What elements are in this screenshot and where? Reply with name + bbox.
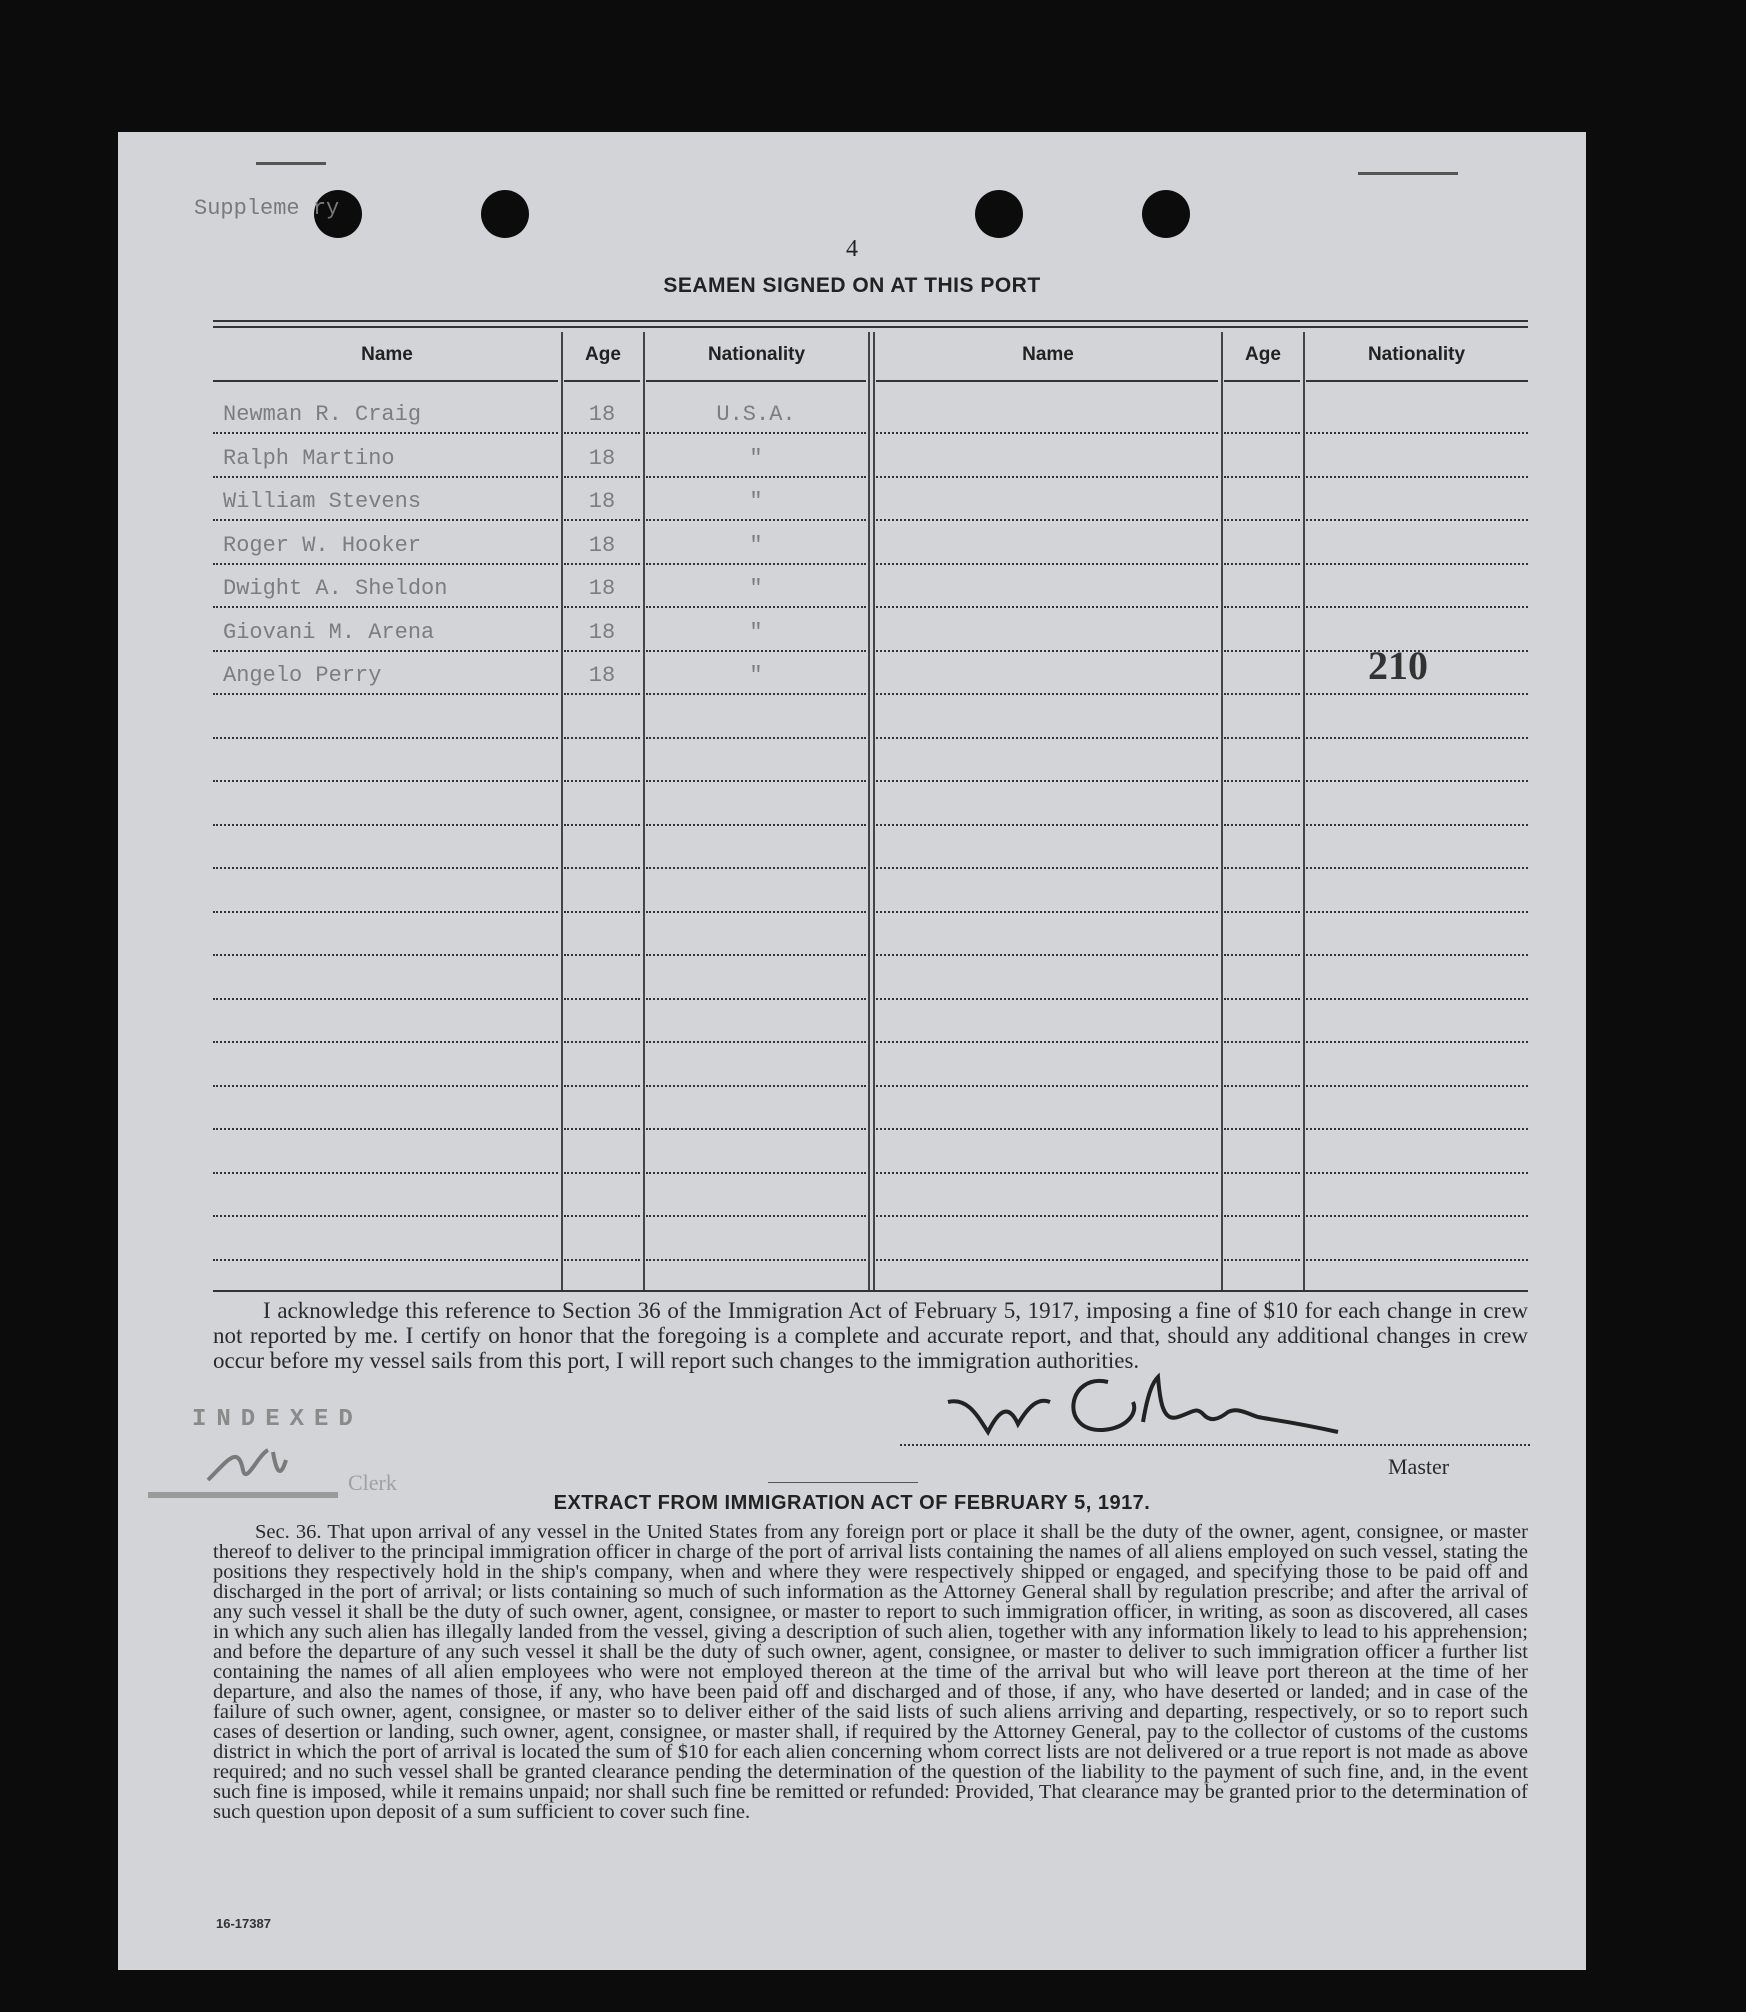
- table-row-line: [1224, 954, 1300, 956]
- table-row-line: [564, 1172, 640, 1174]
- signature-line: [900, 1444, 1530, 1446]
- table-row-line: [213, 737, 558, 739]
- table-row-line: [1224, 563, 1300, 565]
- table-row-line: [213, 1085, 558, 1087]
- table-row-line: [876, 693, 1218, 695]
- crew-name: Newman R. Craig: [223, 402, 422, 427]
- table-row-line: [1224, 1128, 1300, 1130]
- table-row-line: [213, 1128, 558, 1130]
- column-divider: [868, 332, 870, 1290]
- table-row-line: [564, 1041, 640, 1043]
- corner-mark: [1358, 172, 1458, 175]
- header-rule: [1306, 380, 1528, 382]
- table-row-line: [1306, 432, 1528, 434]
- table-row-line: [646, 693, 866, 695]
- column-header-nationality: Nationality: [707, 344, 806, 365]
- table-row-line: [564, 693, 640, 695]
- table-row-line: [1224, 824, 1300, 826]
- table-row-line: [1306, 1215, 1528, 1217]
- table-row-line: [646, 1259, 866, 1261]
- header-rule: [564, 380, 640, 382]
- crew-name: William Stevens: [223, 489, 422, 514]
- header-rule: [1224, 380, 1300, 382]
- table-row-line: [564, 954, 640, 956]
- table-row-line: [213, 780, 558, 782]
- table-row-line: [876, 998, 1218, 1000]
- table-row-line: [1306, 476, 1528, 478]
- crew-age: 18: [588, 532, 616, 558]
- crew-age: 18: [588, 489, 616, 514]
- table-row-line: [213, 650, 558, 652]
- master-signature: [938, 1362, 1358, 1452]
- header-rule: [213, 380, 558, 382]
- indexed-stamp: INDEXED: [192, 1406, 363, 1433]
- table-row-line: [646, 867, 866, 869]
- table-row-line: [213, 693, 558, 695]
- table-row-line: [876, 563, 1218, 565]
- table-row-line: [646, 650, 866, 652]
- column-divider: [873, 332, 875, 1290]
- table-row-line: [213, 1172, 558, 1174]
- table-row-line: [1306, 563, 1528, 565]
- table-row-line: [564, 432, 640, 434]
- table-row-line: [1224, 1215, 1300, 1217]
- table-row-line: [564, 476, 640, 478]
- document-title: SEAMEN SIGNED ON AT THIS PORT: [663, 274, 1041, 297]
- table-row-line: [213, 1259, 558, 1261]
- table-row-line: [213, 911, 558, 913]
- table-row-line: [876, 650, 1218, 652]
- crew-name: Ralph Martino: [223, 445, 395, 471]
- crew-age: 18: [588, 576, 616, 601]
- crew-name: Angelo Perry: [223, 663, 382, 688]
- table-row-line: [646, 476, 866, 478]
- table-row-line: [213, 519, 558, 521]
- table-row-line: [646, 606, 866, 608]
- punch-hole: [1142, 190, 1190, 238]
- table-row-line: [213, 998, 558, 1000]
- table-row-line: [564, 1215, 640, 1217]
- table-row-line: [1306, 1172, 1528, 1174]
- table-row-line: [564, 824, 640, 826]
- corner-mark: [256, 162, 326, 165]
- table-row-line: [1224, 519, 1300, 521]
- document-page: [118, 132, 1586, 1970]
- table-row-line: [1306, 911, 1528, 913]
- column-divider: [643, 332, 645, 1290]
- header-rule: [876, 380, 1218, 382]
- table-row-line: [1306, 824, 1528, 826]
- clerk-label: Clerk: [348, 1470, 397, 1495]
- column-header-name: Name: [361, 344, 413, 365]
- table-row-line: [1224, 998, 1300, 1000]
- column-header-name: Name: [1022, 344, 1074, 365]
- table-row-line: [646, 563, 866, 565]
- table-row-line: [876, 1085, 1218, 1087]
- table-row-line: [564, 867, 640, 869]
- header-rule: [646, 380, 866, 382]
- table-row-line: [1224, 650, 1300, 652]
- crew-age: 18: [588, 402, 616, 427]
- table-row-line: [1224, 693, 1300, 695]
- table-row-line: [1306, 1041, 1528, 1043]
- table-row-line: [213, 824, 558, 826]
- table-row-line: [876, 1215, 1218, 1217]
- extract-paragraph: Sec. 36. That upon arrival of any vessel in the United States from any foreign port or place it shall be the duty of the owner, agent, consignee, or master thereof to deliver to the principal immigration officer in charge of the port of arrival lists containing the names of all aliens employed on such vessel, stating the positions they respectively hold in the ship's company, when and where they were respectively shipped or engaged, and specifying those to be paid off and discharged in the port of arrival; or lists containing so much of such information as the Attorney General shall by regulation prescribe; and after the arrival of any such vessel it shall be the duty of such owner, agent, consignee, or master to report to such immigration officer, in writing, as soon as discovered, all cases in which any such alien has illegally landed from the vessel, giving a description of such alien, together with any information likely to lead to his apprehension; and before the departure of any such vessel it shall be the duty of such owner, agent, consignee, or master to deliver to such immigration officer a further list containing the names of all alien employees who were not employed thereon at the time of the arrival but who will leave port thereon at the time of her departure, and also the names of those, if any, who have been paid off and discharged and of those, if any, who have deserted or landed; and in case of the failure of such owner, agent, consignee, or master so to deliver either of the said lists of such aliens arriving and departing, respectively, or so to report such cases of desertion or landing, such owner, agent, consignee, or master shall, if required by the Attorney General, pay to the collector of customs of the customs district in which the port of arrival is located the sum of $10 for each alien concerning whom correct lists are not delivered or a true report is not made as above required; and no such vessel shall be granted clearance pending the determination of the question of the liability to the payment of such fine, and, in the event such fine is imposed, while it remains unpaid; nor shall such fine be remitted or refunded: Provided, That clearance may be granted prior to the determination of such question upon deposit of a sum sufficient to cover such fine.: [213, 1521, 1528, 1823]
- supplementary-label: Suppleme ry: [194, 196, 340, 221]
- table-row-line: [564, 1128, 640, 1130]
- table-row-line: [564, 737, 640, 739]
- page-number: 4: [846, 236, 858, 262]
- column-header-nationality: Nationality: [1367, 344, 1466, 365]
- table-row-line: [213, 1041, 558, 1043]
- table-row-line: [213, 954, 558, 956]
- table-row-line: [876, 1128, 1218, 1130]
- table-row-line: [564, 780, 640, 782]
- crew-age: 18: [588, 663, 616, 688]
- table-row-line: [1224, 432, 1300, 434]
- crew-nationality: ": [749, 663, 763, 688]
- crew-nationality: ": [749, 619, 763, 645]
- table-row-line: [876, 519, 1218, 521]
- form-number: 16-17387: [216, 1916, 271, 1931]
- table-row-line: [876, 1259, 1218, 1261]
- table-row-line: [1224, 1172, 1300, 1174]
- table-row-line: [1306, 693, 1528, 695]
- column-divider: [561, 332, 563, 1290]
- crew-name: Dwight A. Sheldon: [223, 576, 448, 601]
- table-row-line: [646, 432, 866, 434]
- table-row-line: [564, 998, 640, 1000]
- crew-nationality: ": [749, 576, 763, 601]
- crew-age: 18: [588, 619, 616, 645]
- stamped-number: 210: [1368, 643, 1428, 688]
- table-row-line: [876, 606, 1218, 608]
- table-row-line: [876, 1172, 1218, 1174]
- table-row-line: [213, 563, 558, 565]
- table-row-line: [213, 867, 558, 869]
- table-row-line: [1306, 1259, 1528, 1261]
- punch-hole: [481, 190, 529, 238]
- table-row-line: [1224, 911, 1300, 913]
- table-row-line: [1306, 780, 1528, 782]
- crew-nationality: ": [749, 489, 763, 514]
- table-row-line: [646, 780, 866, 782]
- table-row-line: [876, 867, 1218, 869]
- certification-paragraph: I acknowledge this reference to Section 36 of the Immigration Act of February 5, 1917, imposing a fine of $10 for each change in crew not reported by me. I certify on honor that the foregoing is a complete and accurate report, and that, should any additional changes in crew occur before my vessel sails from this port, I will report such changes to the immigration authorities.: [213, 1298, 1528, 1373]
- table-row-line: [646, 824, 866, 826]
- table-row-line: [646, 1128, 866, 1130]
- table-row-line: [564, 519, 640, 521]
- master-label: Master: [1388, 1454, 1450, 1479]
- table-bottom-rule: [213, 1290, 1528, 1292]
- table-row-line: [1224, 867, 1300, 869]
- clerk-initials: [188, 1440, 348, 1500]
- table-row-line: [1224, 780, 1300, 782]
- table-row-line: [1224, 1041, 1300, 1043]
- table-row-line: [213, 432, 558, 434]
- table-row-line: [876, 432, 1218, 434]
- crew-nationality: U.S.A.: [716, 402, 796, 427]
- table-row-line: [213, 606, 558, 608]
- table-row-line: [876, 476, 1218, 478]
- table-top-rule: [213, 326, 1528, 328]
- table-row-line: [876, 737, 1218, 739]
- crew-name: Roger W. Hooker: [223, 532, 422, 558]
- table-row-line: [213, 476, 558, 478]
- table-row-line: [876, 780, 1218, 782]
- extract-text: [213, 1522, 1528, 1822]
- column-header-age: Age: [585, 344, 621, 365]
- section-separator: [768, 1482, 918, 1483]
- table-row-line: [564, 1085, 640, 1087]
- table-row-line: [564, 606, 640, 608]
- punch-hole: [975, 190, 1023, 238]
- table-row-line: [876, 954, 1218, 956]
- table-row-line: [646, 1172, 866, 1174]
- column-divider: [1303, 332, 1305, 1290]
- extract-title: EXTRACT FROM IMMIGRATION ACT OF FEBRUARY 5, 1917.: [553, 1492, 1151, 1514]
- table-row-line: [564, 1259, 640, 1261]
- table-row-line: [1224, 737, 1300, 739]
- table-row-line: [646, 1041, 866, 1043]
- table-row-line: [646, 998, 866, 1000]
- table-row-line: [564, 650, 640, 652]
- table-row-line: [1306, 606, 1528, 608]
- table-row-line: [876, 911, 1218, 913]
- crew-nationality: ": [749, 532, 763, 558]
- table-row-line: [1306, 1085, 1528, 1087]
- table-row-line: [564, 911, 640, 913]
- crew-age: 18: [588, 445, 616, 471]
- table-row-line: [876, 824, 1218, 826]
- crew-name: Giovani M. Arena: [223, 619, 435, 645]
- table-top-rule: [213, 320, 1528, 322]
- table-row-line: [1306, 867, 1528, 869]
- table-row-line: [646, 737, 866, 739]
- crew-nationality: ": [749, 445, 763, 471]
- table-row-line: [1306, 737, 1528, 739]
- table-row-line: [646, 519, 866, 521]
- table-row-line: [1306, 954, 1528, 956]
- table-row-line: [1306, 1128, 1528, 1130]
- table-row-line: [564, 563, 640, 565]
- column-header-age: Age: [1245, 344, 1281, 365]
- table-row-line: [646, 911, 866, 913]
- table-row-line: [1224, 1259, 1300, 1261]
- table-row-line: [646, 954, 866, 956]
- column-divider: [1221, 332, 1223, 1290]
- table-row-line: [876, 1041, 1218, 1043]
- table-row-line: [1224, 1085, 1300, 1087]
- table-row-line: [1306, 998, 1528, 1000]
- table-row-line: [646, 1215, 866, 1217]
- table-row-line: [213, 1215, 558, 1217]
- table-row-line: [1306, 519, 1528, 521]
- table-row-line: [1224, 606, 1300, 608]
- table-row-line: [1224, 476, 1300, 478]
- table-row-line: [646, 1085, 866, 1087]
